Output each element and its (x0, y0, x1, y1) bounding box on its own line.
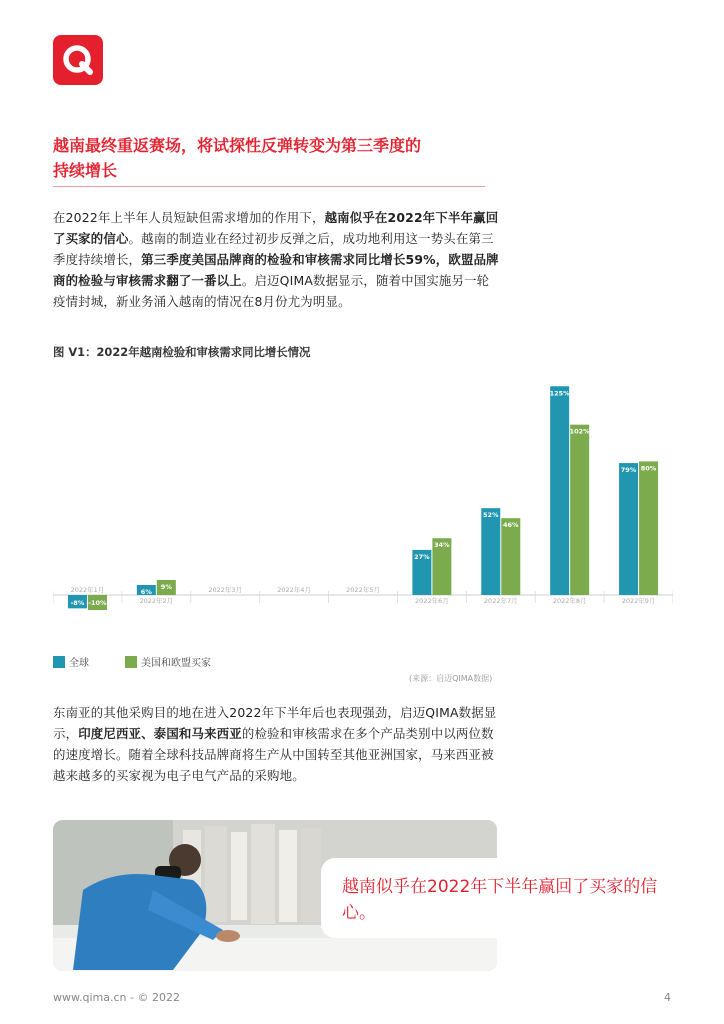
para1-bold-2: 第三季度美国品牌商的检验和审核需求同比增长59%，欧盟品牌商的检验与审核需求翻了一番以上 (53, 252, 499, 288)
chart-category-label: 2022年9月 (621, 597, 656, 605)
chart-data-label: 79% (620, 466, 637, 475)
southeast-asia-paragraph (53, 702, 499, 786)
para1-text-1: 在2022年上半年人员短缺但需求增加的作用下， (53, 210, 325, 225)
para1-bold-1: 越南似乎在2022年下半年赢回了买家的信心 (53, 210, 499, 246)
chart-bar-global (619, 463, 638, 595)
chart-data-label: -8% (70, 599, 85, 607)
legend-label-global: 全球 (69, 658, 89, 669)
figure-title: 图 V1：2022年越南检验和审核需求同比增长情况 (53, 345, 311, 359)
qima-q-icon (53, 35, 103, 85)
chart-data-label: 102% (569, 427, 590, 436)
chart-bar-global (481, 508, 500, 595)
page-number: 4 (664, 991, 671, 1004)
chart-category-label: 2022年3月 (208, 586, 243, 594)
para1-text-3: 。启迈QIMA数据显示，随着中国实施另一轮疫情封城，新业务涌入越南的情况在8月份尤为明显。 (53, 273, 490, 309)
qima-logo (53, 35, 103, 85)
chart-bar-global (550, 386, 569, 595)
chart-category-label: 2022年7月 (483, 597, 518, 605)
chart-bar-us-eu (570, 425, 589, 595)
heading-divider (53, 186, 485, 187)
chart-data-label: 125% (549, 389, 570, 398)
chart-category-label: 2022年2月 (139, 597, 174, 605)
section-heading (53, 133, 493, 183)
chart-data-label: -10% (88, 599, 107, 607)
para2-text-1: 东南亚的其他采购目的地在进入2022年下半年后也表现强劲，启迈QIMA数据显示， (53, 705, 497, 741)
chart-category-label: 2022年5月 (346, 586, 380, 594)
chart-data-label: 46% (502, 521, 519, 530)
section-heading-line2: 持续增长 (53, 161, 118, 180)
figure-source: (来源：启迈QIMA数据) (409, 674, 493, 683)
legend-item-global (53, 654, 89, 669)
chart-category-label: 2022年4月 (277, 586, 311, 594)
pull-quote: 越南似乎在2022年下半年赢回了买家的信心。 (321, 858, 677, 938)
para1-text-2: 。越南的制造业在经过初步反弹之后，成功地利用这一势头在第三季度持续增长， (53, 231, 494, 267)
chart-data-label: 6% (140, 587, 152, 596)
legend-swatch-global (53, 656, 65, 668)
chart-category-label: 2022年8月 (552, 597, 587, 605)
legend-item-us-eu (125, 654, 211, 669)
chart-data-label: 9% (160, 582, 172, 591)
chart-data-label: 27% (414, 552, 430, 561)
chart-category-label: 2022年6月 (415, 597, 449, 605)
para2-text-2: 的检验和审核需求在多个产品类别中以两位数的速度增长。随着全球科技品牌商将生产从中国转至其他亚洲国家，马来西亚被越来越多的买家视为电子电气产品的采购地。 (53, 726, 494, 783)
chart-bar-us-eu (501, 518, 520, 595)
chart-category-label: 2022年1月 (70, 586, 105, 594)
chart-data-label: 34% (434, 541, 450, 550)
legend-label-us-eu: 美国和欧盟买家 (141, 658, 211, 669)
chart-bar-us-eu (639, 461, 658, 595)
legend-swatch-us-eu (125, 656, 137, 668)
intro-paragraph (53, 207, 499, 312)
chart-data-label: 52% (482, 511, 499, 520)
growth-bar-chart (53, 365, 673, 610)
para2-bold-1: 印度尼西亚、泰国和马来西亚 (78, 726, 242, 741)
section-heading-line1: 越南最终重返赛场，将试探性反弹转变为第三季度的 (53, 136, 422, 155)
chart-data-label: 80% (640, 464, 657, 473)
footer-copyright: www.qima.cn - © 2022 (53, 991, 180, 1004)
